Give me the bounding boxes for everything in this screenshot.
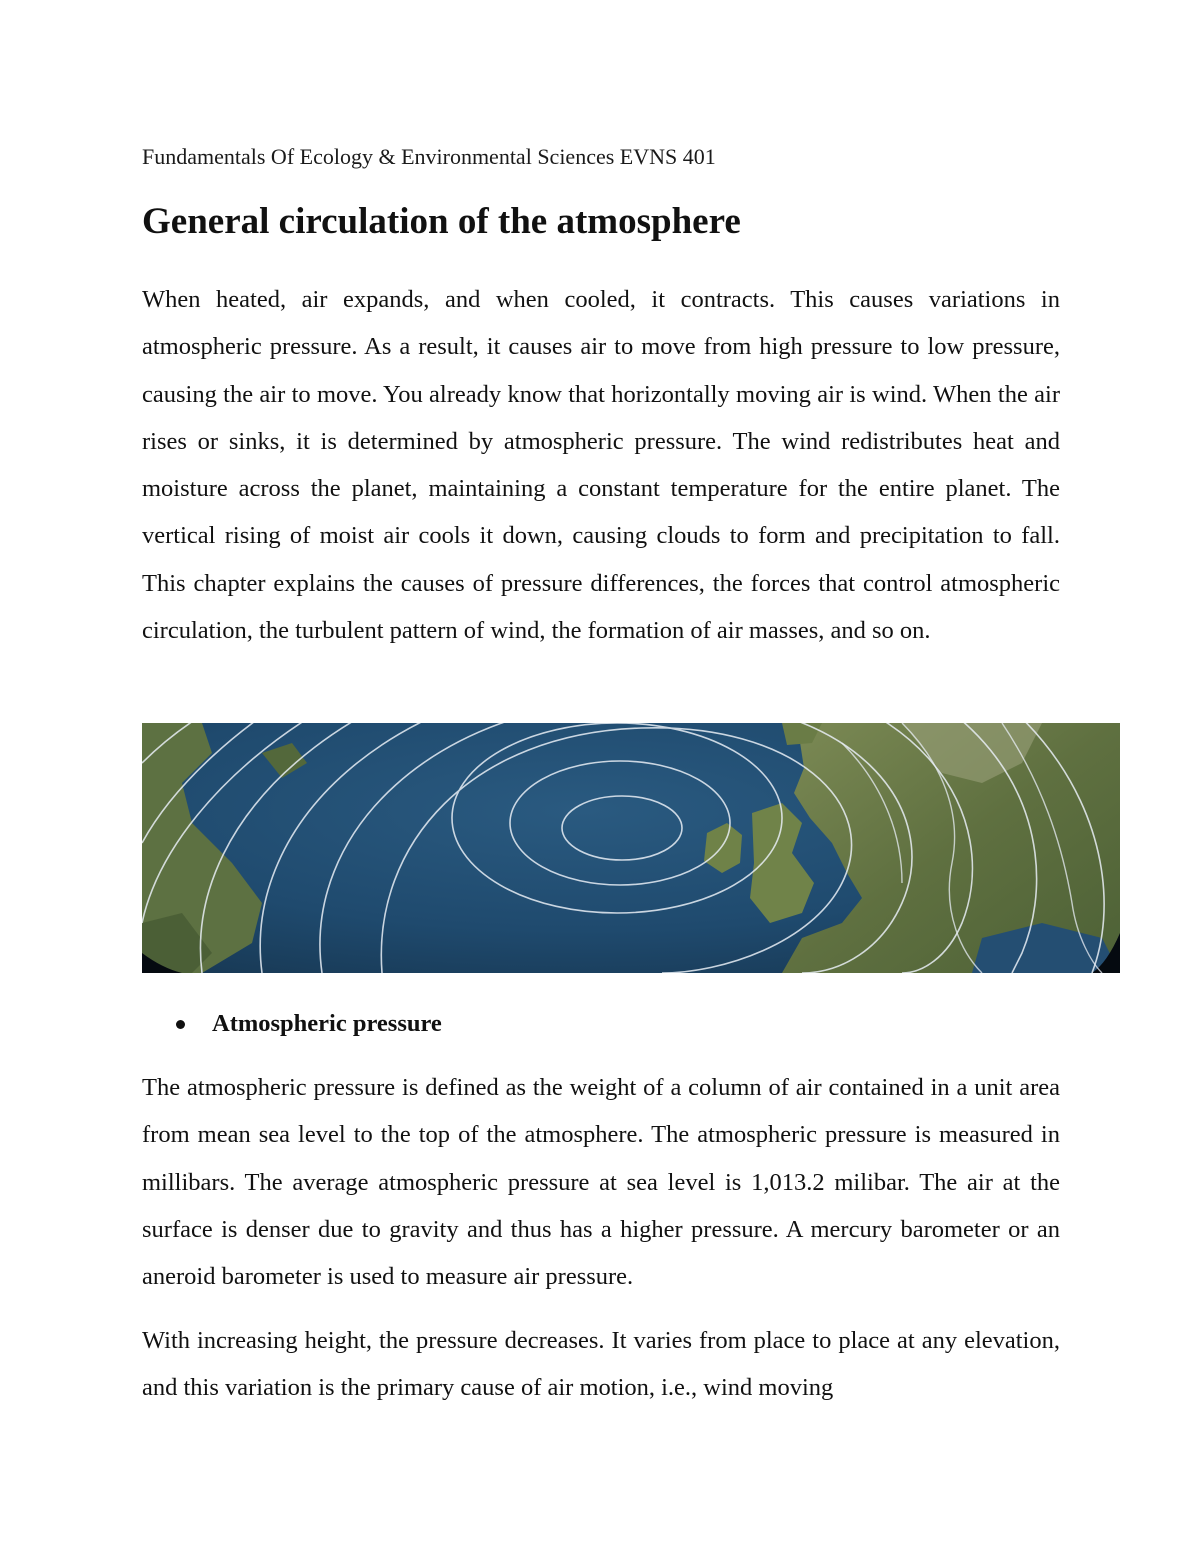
section-heading-label: Atmospheric pressure (212, 1010, 442, 1037)
bullet-icon (176, 1020, 185, 1029)
page-title: General circulation of the atmosphere (142, 201, 741, 242)
course-header: Fundamentals Of Ecology & Environmental Sciences EVNS 401 (142, 144, 716, 169)
definition-paragraph: The atmospheric pressure is defined as the weight of a column of air contained in a unit area from mean sea level to the top of the atmosphere. The atmospheric pressure is measured in millibars. The average atmospheric pressure at sea level is 1,013.2 milibar. The air at the surface is denser due to gravity and thus has a higher pressure. A mercury barometer or an aneroid barometer is used to measure air pressure. (142, 1074, 1060, 1291)
height-variation-paragraph: With increasing height, the pressure decreases. It varies from place to place at any elevation, and this variation is the primary cause of air motion, i.e., wind moving (142, 1327, 1060, 1402)
intro-paragraph: When heated, air expands, and when cooled, it contracts. This causes variations in atmospheric pressure. As a result, it causes air to move from high pressure to low pressure, causing the air to move. You already know that horizontally moving air is wind. When the air rises or sinks, it is determined by atmospheric pressure. The wind redistributes heat and moisture across the planet, maintaining a constant temperature for the entire planet. The vertical rising of moist air cools it down, causing clouds to form and precipitation to fall. This chapter explains the causes of pressure differences, the forces that control atmospheric circulation, the turbulent pattern of wind, the formation of air masses, and so on. (142, 286, 1060, 645)
satellite-isobar-map-image (142, 723, 1120, 973)
